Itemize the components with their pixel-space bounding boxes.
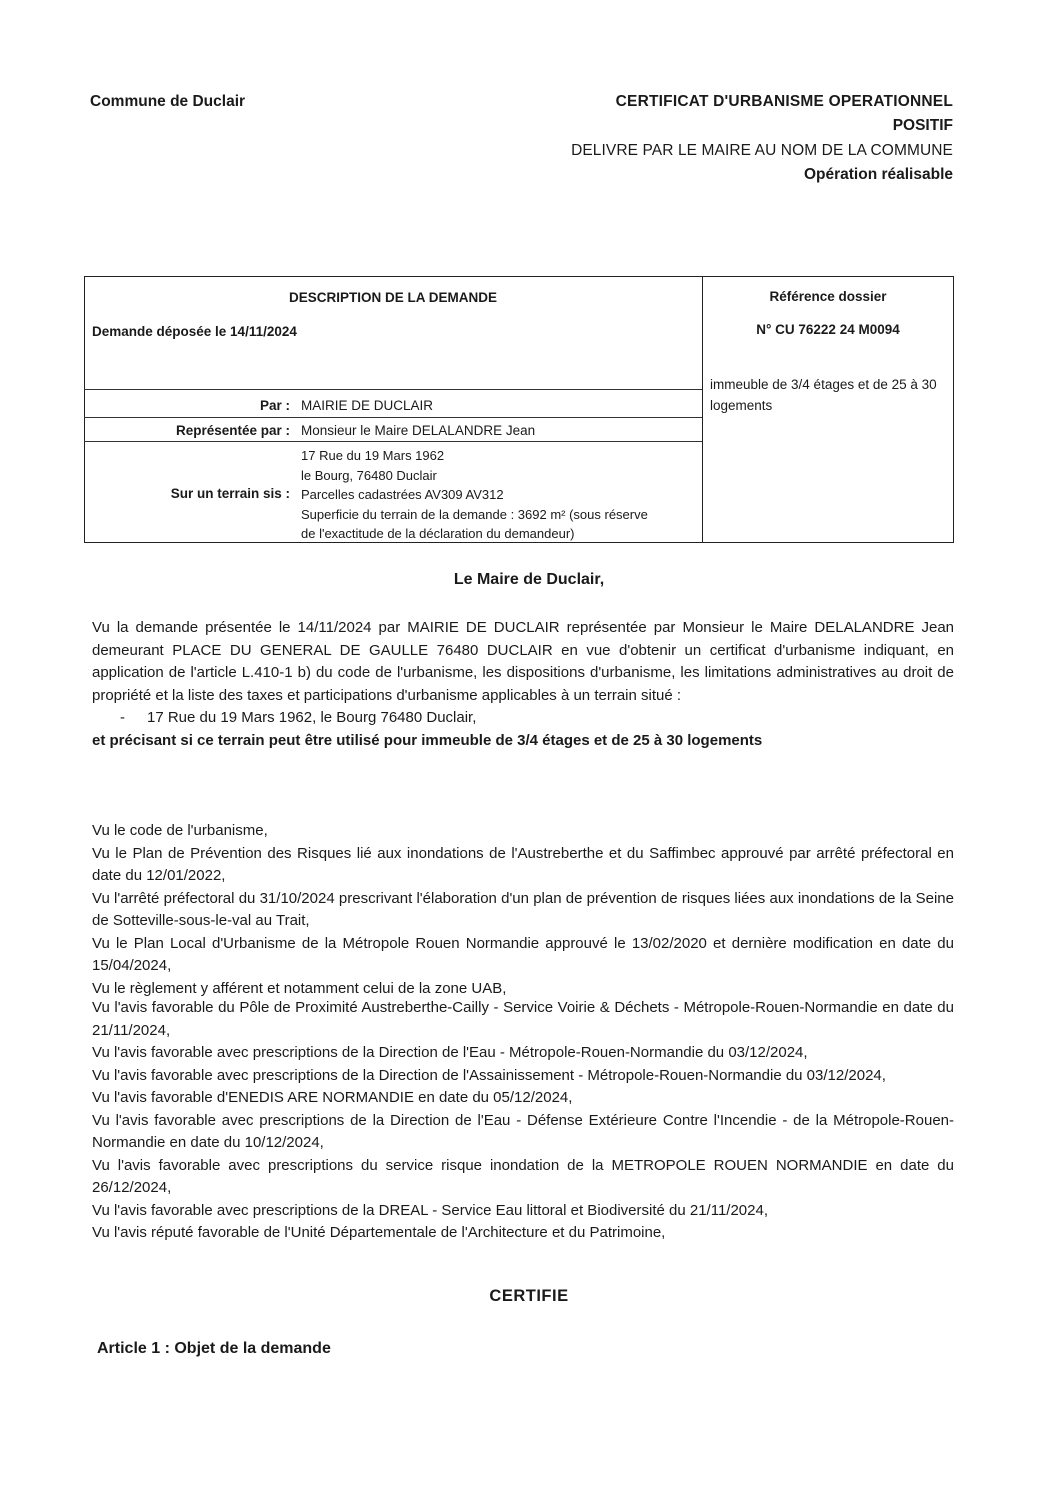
maire-title: Le Maire de Duclair, [453,571,605,588]
vu-item: Vu le règlement y afférent et notamment celui de la zone UAB, [92,979,507,997]
box-row-divider [84,417,702,418]
box-column-divider [702,276,703,543]
reference-number: N° CU 76222 24 M0094 [756,322,900,337]
certificate-title: CERTIFICAT D'URBANISME OPERATIONNEL [615,93,953,110]
represented-value: Monsieur le Maire DELALANDRE Jean [301,423,536,438]
vu-item: Vu l'avis favorable d'ENEDIS ARE NORMANDIE en date du 05/12/2024, [92,1089,573,1106]
address-bullet [92,707,954,730]
reference-description: immeuble de 3/4 étages et de 25 à 30 logements [710,377,937,413]
par-label: Par : [259,398,290,413]
site-parcels: Parcelles cadastrées AV309 AV312 [301,487,504,502]
certifie-heading: CERTIFIE [489,1287,569,1305]
site-address-street: 17 Rue du 19 Mars 1962 [301,448,445,463]
site-label: Sur un terrain sis : [170,486,290,501]
bullet-dash: - [120,709,125,726]
site-address-town: le Bourg, 76480 Duclair [301,467,437,483]
vu-item: Vu l'avis favorable avec prescriptions du service risque inondation de la METROPOLE ROUEN NORMANDIE en date du 26/12/2024, [92,1156,954,1196]
site-details [301,446,701,544]
certificate-status: POSITIF [892,117,953,134]
vu-item: Vu le Plan de Prévention des Risques lié aux inondations de l'Austreberthe et du Saffimbec approuvé par arrêté préfectoral en date du 12/01/2022, [92,844,954,884]
vu-item: Vu l'avis favorable avec prescriptions de la Direction de l'Assainissement - Métropole-Rouen-Normandie du 03/12/2024, [92,1066,886,1084]
vu-item: Vu l'avis favorable avec prescriptions de la Direction de l'Eau - Métropole-Rouen-Normandie du 03/12/2024, [92,1044,808,1061]
address-bullet-text: 17 Rue du 19 Mars 1962, le Bourg 76480 Duclair, [147,709,477,726]
commune-name: Commune de Duclair [90,93,246,110]
vu-item: Vu l'avis favorable du Pôle de Proximité Austreberthe-Cailly - Service Voirie & Déchets - Métropole-Rouen-Normandie en date du 21/11/2024, [92,999,954,1039]
precision-text: et précisant si ce terrain peut être utilisé pour immeuble de 3/4 étages et de 25 à 30 logements [92,731,763,749]
intro-paragraph: Vu la demande présentée le 14/11/2024 par MAIRIE DE DUCLAIR représentée par Monsieur le Maire DELALANDRE Jean demeurant PLACE DU GENERAL DE GAULLE 76480 DUCLAIR en vue d'obtenir un certificat d'urbanisme indiquant, en application de l'article L.410-1 b) du code de l'urbanisme, les dispositions d'urbanisme, les limitations administratives au droit de propriété et la liste des taxes et participations d'urbanisme applicables à un terrain situé : [92,619,954,704]
par-value: MAIRIE DE DUCLAIR [301,398,434,413]
vu-item: Vu l'avis réputé favorable de l'Unité Départementale de l'Architecture et du Patrimoine, [92,1224,666,1241]
vu-item: Vu l'avis favorable avec prescriptions de la Direction de l'Eau - Défense Extérieure Contre l'Incendie - de la Métropole-Rouen-Normandie en date du 10/12/2024, [92,1111,954,1151]
description-title: DESCRIPTION DE LA DEMANDE [288,290,497,305]
deposit-date: Demande déposée le 14/11/2024 [92,324,297,339]
vu-item: Vu le code de l'urbanisme, [92,822,268,839]
vu-group-2 [92,997,954,1245]
article-1-heading: Article 1 : Objet de la demande [97,1340,331,1357]
represented-label: Représentée par : [175,423,290,438]
vu-item: Vu l'arrêté préfectoral du 31/10/2024 prescrivant l'élaboration d'un plan de prévention de risques liées aux inondations de la Seine de Sotteville-sous-le-val au Trait, [92,889,954,929]
vu-item: Vu l'avis favorable avec prescriptions de la DREAL - Service Eau littoral et Biodiversité du 21/11/2024, [92,1201,768,1219]
box-row-divider [84,389,702,390]
vu-item: Vu le Plan Local d'Urbanisme de la Métropole Rouen Normandie approuvé le 13/02/2020 et dernière modification en date du 15/04/2024, [92,934,954,974]
box-row-divider [84,441,702,442]
certificate-issuer: DELIVRE PAR LE MAIRE AU NOM DE LA COMMUNE [571,142,953,159]
site-area: Superficie du terrain de la demande : 3692 m² (sous réserve [301,506,648,522]
intro-section [92,617,954,752]
site-area-note: de l'exactitude de la déclaration du demandeur) [301,526,575,541]
vu-group-1 [92,820,954,1000]
operation-status: Opération réalisable [803,166,953,183]
reference-title: Référence dossier [769,289,887,304]
